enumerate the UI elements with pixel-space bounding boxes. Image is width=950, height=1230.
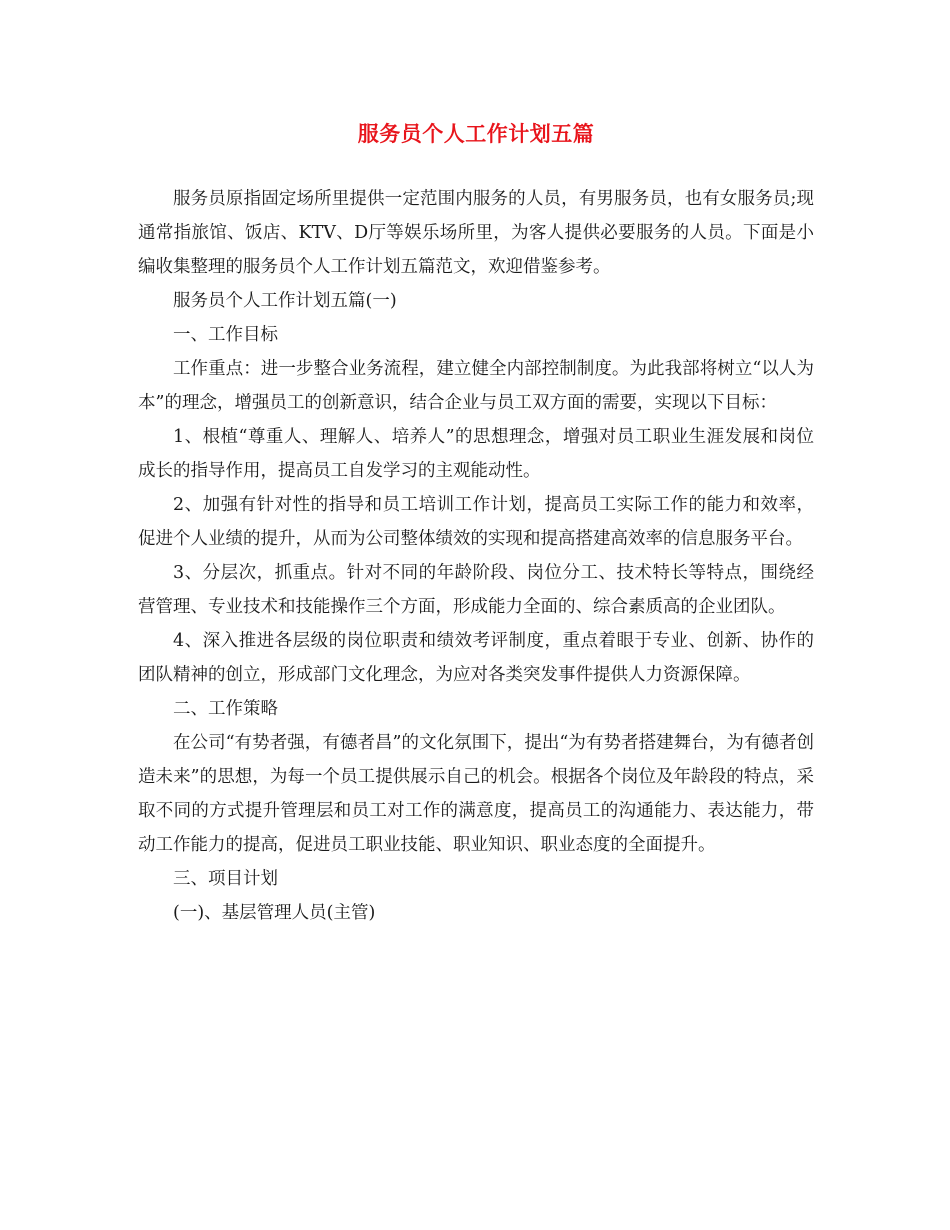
goal-item-1: 1、根植“尊重人、理解人、培养人”的思想理念，增强对员工职业生涯发展和岗位成长的指导作用，提高员工自发学习的主观能动性。 [138, 427, 814, 481]
heading-work-strategy: 二、工作策略 [173, 699, 278, 719]
document-title: 服务员个人工作计划五篇 [357, 121, 595, 146]
goal-item-3: 3、分层次，抓重点。针对不同的年龄阶段、岗位分工、技术特长等特点，围绕经营管理、专业技术和技能操作三个方面，形成能力全面的、综合素质高的企业团队。 [138, 563, 814, 617]
intro-paragraph: 服务员原指固定场所里提供一定范围内服务的人员，有男服务员，也有女服务员;现通常指旅馆、饭店、KTV、D厅等娱乐场所里，为客人提供必要服务的人员。下面是小编收集整理的服务员个人工作计划五篇范文，欢迎借鉴参考。 [138, 189, 814, 277]
subheading-basic-managers: (一)、基层管理人员(主管) [173, 903, 376, 923]
paragraph-strategy: 在公司“有势者强，有德者昌”的文化氛围下，提出“为有势者搭建舞台，为有德者创造未来”的思想，为每一个员工提供展示自己的机会。根据各个岗位及年龄段的特点，采取不同的方式提升管理层和员工对工作的满意度，提高员工的沟通能力、表达能力，带动工作能力的提高，促进员工职业技能、职业知识、职业态度的全面提升。 [138, 733, 814, 855]
heading-work-goals: 一、工作目标 [173, 325, 278, 345]
paragraph-work-focus: 工作重点：进一步整合业务流程，建立健全内部控制制度。为此我部将树立“以人为本”的理念，增强员工的创新意识，结合企业与员工双方面的需要，实现以下目标： [138, 359, 814, 413]
goal-item-4: 4、深入推进各层级的岗位职责和绩效考评制度，重点着眼于专业、创新、协作的团队精神的创立，形成部门文化理念，为应对各类突发事件提供人力资源保障。 [138, 631, 814, 685]
heading-project-plan: 三、项目计划 [173, 869, 278, 889]
goal-item-2: 2、加强有针对性的指导和员工培训工作计划，提高员工实际工作的能力和效率，促进个人业绩的提升，从而为公司整体绩效的实现和提高搭建高效率的信息服务平台。 [138, 495, 814, 549]
section-heading-plan-1: 服务员个人工作计划五篇(一) [173, 291, 397, 311]
document-page [138, 118, 814, 930]
